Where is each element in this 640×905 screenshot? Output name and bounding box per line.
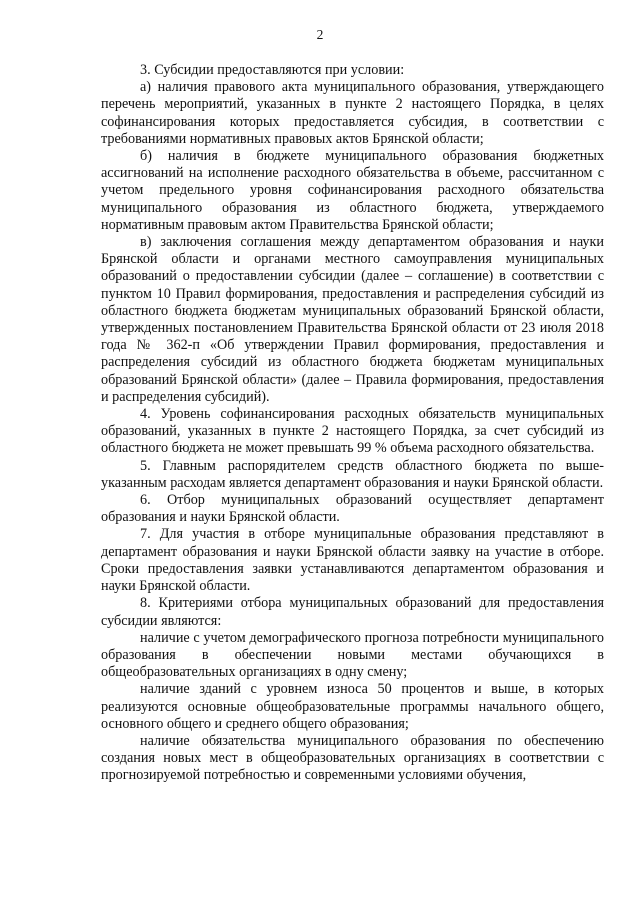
paragraph-item-4: 4. Уровень софинансирования расходных обязательств муниципальных образований, указанных в пункте 2 настоящего Порядка, за счет субсидий из областного бюджета не может превышать 99 % объема расходного обязательства. (101, 406, 604, 457)
paragraph-item-8: 8. Критериями отбора муниципальных образований для предоставления субсидии являются: (101, 595, 604, 629)
paragraph-condition-intro: 3. Субсидии предоставляются при условии: (140, 62, 405, 78)
paragraph-criterion-1: наличие с учетом демографического прогноза потребности муниципального образования в обеспечении новыми местами обучающихся в общеобразовательных организациях в одну смену; (101, 629, 604, 681)
paragraph-item-5: 5. Главным распорядителем средств областного бюджета по вышеуказанным расходам является департамент образования и науки Брянской области. (101, 457, 604, 491)
page-number: 2 (316, 27, 324, 42)
paragraph-item-6: 6. Отбор муниципальных образований осуществляет департамент образования и науки Брянской области. (101, 492, 604, 526)
document-body (101, 62, 604, 785)
paragraph-condition-c: в) заключения соглашения между департаментом образования и науки Брянской области и органами местного самоуправления муниципальных образований о предоставлении субсидии (далее – соглашение) в соответствии с пунктом 10 Правил формирования, предоставления и распределения субсидий из областного бюджета бюджетам муниципальных образований Брянской области, утвержденных постановлением Правительства Брянской области от 23 июля 2018 года № 362-п «Об утверждении Правил формирования, предоставления и распределения субсидий из областного бюджета бюджетам муниципальных образований Брянской области» (далее – Правила формирования, предоставления и распределения субсидий). (101, 234, 604, 405)
paragraph-item-7: 7. Для участия в отборе муниципальные образования представляют в департамент образования и науки Брянской области заявку на участие в отборе. Сроки предоставления заявки устанавливаются департаментом образования и науки Брянской области. (101, 526, 604, 595)
paragraph-criterion-3: наличие обязательства муниципального образования по обеспечению создания новых мест в общеобразовательных организациях в соответствии с прогнозируемой потребностью и современными условиями обучения, (101, 732, 604, 784)
paragraph-condition-b: б) наличия в бюджете муниципального образования бюджетных ассигнований на исполнение расходного обязательства в объеме, рассчитанном с учетом предельного уровня софинансирования расходного обязательства муниципального образования из областного бюджета, утверждаемого нормативным правовым актом Правительства Брянской области; (101, 148, 604, 233)
paragraph-condition-a: а) наличия правового акта муниципального образования, утверждающего перечень мероприятий, указанных в пункте 2 настоящего Порядка, в целях софинансирования которых предоставляется субсидия, в соответствии с требованиями нормативных правовых актов Брянской области; (101, 79, 604, 147)
paragraph-criterion-2: наличие зданий с уровнем износа 50 процентов и выше, в которых реализуются основные общеобразовательные программы начального общего, основного общего и среднего общего образования; (101, 681, 604, 732)
